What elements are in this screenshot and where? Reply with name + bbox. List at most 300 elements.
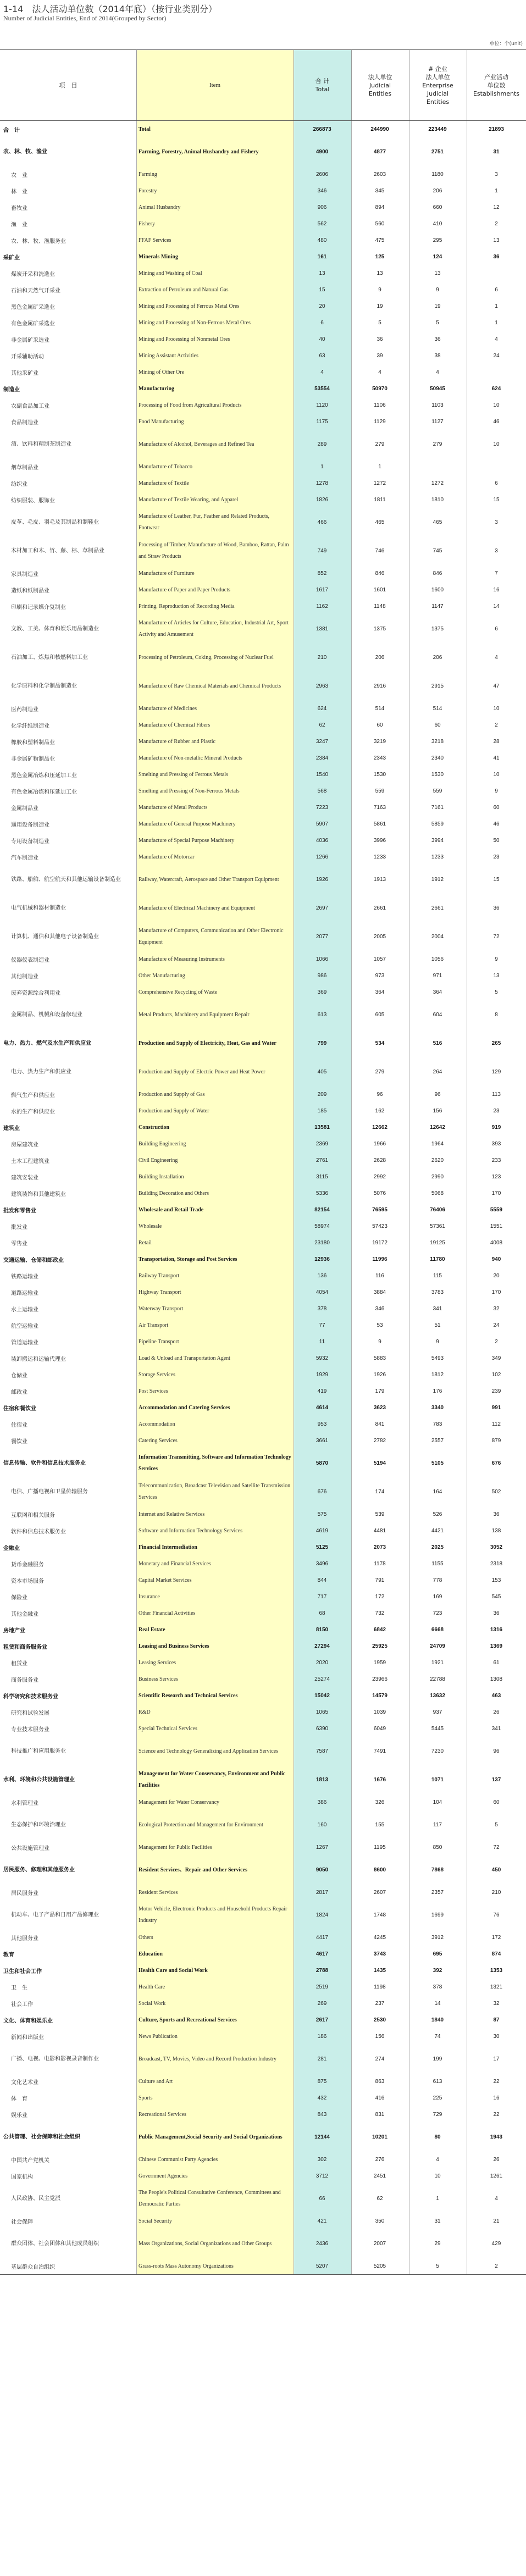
row-label-en: Civil Engineering <box>139 1157 178 1164</box>
row-label-zh: 国家机构 <box>11 2174 33 2180</box>
row-label-zh: 保险业 <box>11 1594 27 1601</box>
header-legal-text: 法人单位 Judicial Entities <box>368 73 392 97</box>
row-label-zh: 橡胶和塑料制品业 <box>11 739 55 746</box>
subsector-row <box>0 1839 526 1855</box>
total-value: 421 <box>317 2218 327 2224</box>
row-label-zh: 酒、饮料和精制茶制造业 <box>11 441 71 447</box>
row-label-zh: 租赁和商务服务业 <box>3 1644 47 1650</box>
legal-entities-value: 206 <box>375 654 385 661</box>
row-label-zh: 水的生产和供应业 <box>11 1109 55 1115</box>
legal-entities-value: 8600 <box>373 1866 386 1873</box>
enterprise-entities-value: 169 <box>433 1593 442 1600</box>
total-value: 4417 <box>315 1934 329 1941</box>
legal-entities-value: 863 <box>375 2078 385 2085</box>
header-enterprise-entities <box>409 50 467 120</box>
total-value: 2761 <box>315 1157 329 1164</box>
row-label-zh: 农、林、牧、渔业 <box>3 148 47 155</box>
establishments-value: 170 <box>491 1190 501 1196</box>
establishments-value: 4008 <box>490 1239 503 1246</box>
subsector-row <box>0 2151 526 2168</box>
row-label-en: Processing of Food from Agricultural Products <box>139 402 242 408</box>
row-label-zh: 有色金属矿采选业 <box>11 320 55 327</box>
subsector-row <box>0 2184 526 2213</box>
legal-entities-value: 237 <box>375 2000 385 2007</box>
total-value: 717 <box>317 1593 327 1600</box>
subsector-row <box>0 166 526 182</box>
subsector-row <box>0 2106 526 2123</box>
sector-row <box>0 248 526 265</box>
legal-entities-value: 4877 <box>373 148 386 155</box>
row-label-en: Load & Unload and Transportation Agent <box>139 1355 230 1361</box>
establishments-value: 137 <box>491 1776 501 1783</box>
legal-entities-value: 11996 <box>372 1256 387 1262</box>
subsector-row <box>0 799 526 816</box>
establishments-value: 1316 <box>490 1626 503 1633</box>
enterprise-entities-value: 96 <box>434 1091 441 1098</box>
subsector-row <box>0 1605 526 1621</box>
row-label-zh: 居民服务、修理和其他服务业 <box>3 1866 75 1873</box>
enterprise-entities-value: 5445 <box>431 1725 444 1732</box>
row-label-zh: 文化艺术业 <box>11 2079 38 2086</box>
row-label-en: Health Care and Social Work <box>139 1967 208 1974</box>
row-label-zh: 家具制造业 <box>11 571 38 578</box>
total-value: 40 <box>319 336 325 342</box>
row-label-en: Mining Assistant Activities <box>139 352 198 359</box>
enterprise-entities-value: 378 <box>433 1984 442 1990</box>
row-label-zh: 科学研究和技术服务业 <box>3 1693 58 1700</box>
total-value: 269 <box>317 2000 327 2007</box>
legal-entities-value: 76595 <box>372 1206 387 1213</box>
total-value: 6390 <box>315 1725 329 1732</box>
row-label-zh: 建筑装饰和其他建筑业 <box>11 1191 66 1198</box>
legal-entities-value: 1039 <box>373 1709 386 1715</box>
subsector-row <box>0 951 526 967</box>
enterprise-entities-value: 2751 <box>431 148 444 155</box>
legal-entities-value: 1178 <box>374 1560 386 1567</box>
legal-entities-value: 2343 <box>373 755 386 761</box>
legal-entities-value: 7491 <box>373 1748 386 1754</box>
row-label-en: FFAF Services <box>139 237 171 243</box>
row-label-en: Manufacture of Textile Wearing, and Apparel <box>139 496 239 503</box>
legal-entities-value: 1106 <box>374 402 386 408</box>
enterprise-entities-value: 341 <box>433 1305 442 1312</box>
total-value: 289 <box>317 441 327 447</box>
enterprise-entities-value: 604 <box>433 1011 442 1018</box>
row-label-en: Manufacture of Leather, Fur, Feather and Related Products, Footwear <box>139 513 270 531</box>
unit-note: 单位：个(unit) <box>489 41 523 47</box>
row-label-zh: 群众团体、社会团体和其他成员组织 <box>11 2240 99 2247</box>
legal-entities-value: 4481 <box>373 1527 386 1534</box>
total-value: 12144 <box>314 2134 330 2140</box>
establishments-value: 1 <box>495 303 498 309</box>
row-label-en: Mining and Washing of Coal <box>139 270 202 276</box>
enterprise-entities-value: 124 <box>433 253 442 260</box>
total-value: 13 <box>319 270 325 276</box>
legal-entities-value: 2607 <box>373 1889 386 1896</box>
row-label-zh: 农、林、牧、渔服务业 <box>11 238 66 245</box>
legal-entities-value: 559 <box>375 788 385 794</box>
enterprise-entities-value: 164 <box>433 1488 442 1495</box>
row-label-zh: 广播、电视、电影和影视录音制作业 <box>11 2056 99 2062</box>
enterprise-entities-value: 613 <box>433 2078 442 2085</box>
subsector-row <box>0 1506 526 1522</box>
total-value: 58974 <box>314 1223 330 1229</box>
row-label-zh: 黑色金属冶炼和压延加工业 <box>11 772 77 779</box>
subsector-row <box>0 215 526 232</box>
establishments-value: 14 <box>493 603 500 610</box>
row-label-en: Manufacture of Measuring Instruments <box>139 956 225 962</box>
row-label-en: Manufacture of Paper and Paper Products <box>139 586 230 593</box>
total-value: 161 <box>317 253 327 260</box>
establishments-value: 47 <box>493 683 500 689</box>
total-value: 2617 <box>315 2017 329 2023</box>
legal-entities-value: 279 <box>375 441 385 447</box>
enterprise-entities-value: 225 <box>433 2095 442 2101</box>
legal-entities-value: 605 <box>375 1011 385 1018</box>
row-label-en: Total <box>139 126 151 132</box>
establishments-value: 4 <box>495 336 498 342</box>
total-value: 2697 <box>315 905 329 911</box>
enterprise-entities-value: 9 <box>436 286 439 293</box>
row-label-zh: 开采辅助活动 <box>11 353 44 360</box>
row-label-zh: 信息传输、软件和信息技术服务业 <box>3 1460 86 1466</box>
enterprise-entities-value: 660 <box>433 204 442 210</box>
row-label-en: Mass Organizations, Social Organizations and Other Groups <box>139 2240 272 2247</box>
enterprise-entities-value: 364 <box>433 989 442 995</box>
legal-entities-value: 3996 <box>373 837 386 844</box>
row-label-en: Management for Water Conservancy, Environment and Public Facilities <box>139 1771 286 1788</box>
row-label-en: Building Installation <box>139 1173 184 1180</box>
total-value: 3115 <box>316 1173 328 1180</box>
enterprise-entities-value: 10 <box>434 2173 441 2179</box>
row-label-zh: 娱乐业 <box>11 2112 27 2119</box>
enterprise-entities-value: 12642 <box>430 1124 445 1131</box>
establishments-value: 1321 <box>490 1984 503 1990</box>
legal-entities-value: 2005 <box>373 933 386 940</box>
legal-entities-value: 155 <box>375 1821 385 1828</box>
total-value: 15 <box>319 286 325 293</box>
subsector-row <box>0 643 526 672</box>
subsector-row <box>0 1555 526 1572</box>
subsector-row <box>0 717 526 733</box>
row-label-en: Mining and Processing of Ferrous Metal Ores <box>139 303 240 309</box>
row-label-zh: 林 业 <box>11 189 27 195</box>
establishments-value: 210 <box>491 1889 501 1896</box>
enterprise-entities-value: 2915 <box>431 683 444 689</box>
row-label-zh: 土木工程建筑业 <box>11 1158 49 1165</box>
total-value: 15042 <box>314 1692 330 1699</box>
row-label-zh: 食品制造业 <box>11 419 38 426</box>
subsector-row <box>0 1794 526 1810</box>
establishments-value: 15 <box>493 876 500 883</box>
legal-entities-value: 1530 <box>373 771 386 778</box>
subsector-row <box>0 458 526 475</box>
row-label-en: Special Technical Services <box>139 1725 197 1732</box>
enterprise-entities-value: 9 <box>436 1338 439 1345</box>
legal-entities-value: 3884 <box>373 1289 386 1295</box>
total-value: 5932 <box>315 1355 329 1361</box>
total-value: 20 <box>319 303 325 309</box>
total-value: 2020 <box>315 1659 329 1666</box>
sector-row <box>0 1399 526 1416</box>
sector-row <box>0 1029 526 1057</box>
subsector-row <box>0 1704 526 1720</box>
legal-entities-value: 1959 <box>373 1659 386 1666</box>
subsector-row <box>0 1737 526 1765</box>
row-label-zh: 教育 <box>3 1952 14 1958</box>
enterprise-entities-value: 1180 <box>431 171 444 178</box>
row-label-en: Printing, Reproduction of Recording Media <box>139 603 235 610</box>
enterprise-entities-value: 937 <box>433 1709 442 1715</box>
legal-entities-value: 3219 <box>373 738 386 745</box>
legal-entities-value: 5205 <box>373 2263 386 2269</box>
row-label-en: Accommodation and Catering Services <box>139 1404 230 1411</box>
legal-entities-value: 475 <box>375 237 385 243</box>
establishments-value: 1943 <box>490 2134 503 2140</box>
subsector-row <box>0 1522 526 1539</box>
table-title-en: Number of Judicial Entities, End of 2014(Grouped by Sector) <box>3 14 167 22</box>
header-legal-entities <box>351 50 409 120</box>
row-label-zh: 煤炭开采和洗选业 <box>11 271 55 278</box>
legal-entities-value: 13 <box>376 270 383 276</box>
row-label-zh: 皮革、毛皮、羽毛及其制品和制鞋业 <box>11 519 99 525</box>
enterprise-entities-value: 51 <box>434 1322 441 1328</box>
subsector-row <box>0 2028 526 2045</box>
establishments-value: 10 <box>493 771 500 778</box>
legal-entities-value: 1926 <box>373 1371 386 1378</box>
total-value: 2606 <box>315 171 329 178</box>
enterprise-entities-value: 971 <box>433 972 442 979</box>
establishments-value: 676 <box>491 1460 501 1466</box>
subsector-row <box>0 508 526 536</box>
establishments-value: 113 <box>492 1091 501 1098</box>
subsector-row <box>0 491 526 508</box>
enterprise-entities-value: 1103 <box>431 402 444 408</box>
legal-entities-value: 2073 <box>373 1544 386 1550</box>
legal-entities-value: 1811 <box>374 496 386 503</box>
enterprise-entities-value: 3783 <box>431 1289 444 1295</box>
row-label-en: Manufacture of Alcohol, Beverages and Refined Tea <box>139 441 254 447</box>
legal-entities-value: 1913 <box>373 876 386 883</box>
sector-row <box>0 2012 526 2028</box>
establishments-value: 1551 <box>490 1223 503 1229</box>
total-value: 4 <box>320 369 324 375</box>
enterprise-entities-value: 4421 <box>431 1527 444 1534</box>
total-value: 5907 <box>315 821 329 827</box>
row-label-zh: 水上运输业 <box>11 1306 38 1313</box>
row-label-en: Science and Technology Generalizing and Application Services <box>139 1748 279 1754</box>
row-label-zh: 电力、热力生产和供应业 <box>11 1068 71 1075</box>
subsector-row <box>0 2258 526 2274</box>
legal-entities-value: 5861 <box>373 821 386 827</box>
row-label-en: Mining and Processing of Non-Ferrous Metal Ores <box>139 319 251 326</box>
establishments-value: 138 <box>491 1527 501 1534</box>
establishments-value: 36 <box>493 1610 500 1616</box>
establishments-value <box>469 458 524 475</box>
row-label-en: Storage Services <box>139 1371 175 1378</box>
row-label-en: Management for Water Conservancy <box>139 1799 220 1805</box>
total-value: 6 <box>320 319 324 326</box>
enterprise-entities-value: 465 <box>433 519 442 525</box>
establishments-value: 96 <box>493 1748 500 1754</box>
row-label-en: Leasing Services <box>139 1659 176 1666</box>
establishments-value: 463 <box>491 1692 501 1699</box>
row-label-en: Forestry <box>139 187 157 194</box>
establishments-value: 9 <box>495 956 498 962</box>
total-value: 1266 <box>315 854 329 860</box>
enterprise-entities-value: 206 <box>433 187 442 194</box>
subsector-row <box>0 281 526 298</box>
total-value: 749 <box>317 547 327 554</box>
legal-entities-value: 57423 <box>372 1223 387 1229</box>
establishments-value: 991 <box>491 1404 501 1411</box>
establishments-value: 2 <box>495 722 498 728</box>
enterprise-entities-value: 1964 <box>431 1140 444 1147</box>
total-value: 568 <box>317 788 327 794</box>
subsector-row <box>0 1671 526 1687</box>
establishments-value: 50 <box>493 837 500 844</box>
legal-entities-value: 2661 <box>373 905 386 911</box>
row-label-zh: 商务服务业 <box>11 1677 38 1683</box>
row-label-en: R&D <box>139 1709 151 1715</box>
row-label-en: Manufacture of Textile <box>139 480 189 486</box>
row-label-en: Production and Supply of Gas <box>139 1091 205 1098</box>
establishments-value: 72 <box>493 1844 500 1851</box>
establishments-value: 9 <box>495 788 498 794</box>
enterprise-entities-value: 846 <box>433 570 442 577</box>
total-value: 2519 <box>315 1984 329 1990</box>
total-value: 7587 <box>315 1748 329 1754</box>
row-label-zh: 石油和天然气开采业 <box>11 287 60 294</box>
enterprise-entities-value: 5 <box>436 2263 439 2269</box>
enterprise-entities-value: 1147 <box>431 603 444 610</box>
row-label-zh: 住宿和餐饮业 <box>3 1405 36 1412</box>
establishments-value: 349 <box>491 1355 501 1361</box>
sector-row <box>0 1119 526 1135</box>
legal-entities-value: 174 <box>375 1488 385 1495</box>
establishments-value: 46 <box>493 821 500 827</box>
legal-entities-value: 841 <box>375 1421 385 1427</box>
row-label-zh: 科技推广和应用服务业 <box>11 1748 66 1754</box>
legal-entities-value: 96 <box>376 1091 383 1098</box>
row-label-zh: 餐饮业 <box>11 1438 27 1445</box>
total-value: 466 <box>317 519 327 525</box>
enterprise-entities-value: 76406 <box>430 1206 445 1213</box>
row-label-en: Construction <box>139 1124 170 1131</box>
row-label-en: Manufacture of Articles for Culture, Education, Industrial Art, Sport Activity and Amusement <box>139 620 289 638</box>
legal-entities-value: 12662 <box>372 1124 387 1131</box>
header-item-zh-text: 项 目 <box>59 81 77 89</box>
enterprise-entities-value: 14 <box>434 2000 441 2007</box>
row-label-en: Mining of Other Ore <box>139 369 185 375</box>
total-value: 3712 <box>315 2173 329 2179</box>
legal-entities-value: 19172 <box>372 1239 387 1246</box>
subsector-row <box>0 967 526 984</box>
row-label-en: Manufacture of Chemical Fibers <box>139 722 211 728</box>
row-label-en: Insurance <box>139 1593 160 1600</box>
row-label-zh: 批发和零售业 <box>3 1207 36 1214</box>
legal-entities-value: 1233 <box>373 854 386 860</box>
establishments-value: 5 <box>495 1821 498 1828</box>
row-label-zh: 软件和信息技术服务业 <box>11 1528 66 1535</box>
subsector-row <box>0 1884 526 1901</box>
establishments-value: 393 <box>491 1140 501 1147</box>
header-total-text: 合 计 Total <box>315 77 330 93</box>
establishments-value: 61 <box>493 1659 500 1666</box>
row-label-en: Farming, Forestry, Animal Husbandry and Fishery <box>139 148 259 155</box>
row-label-zh: 机动车、电子产品和日用产品修理业 <box>11 1912 99 1918</box>
row-label-zh: 专业技术服务业 <box>11 1726 49 1733</box>
enterprise-entities-value: 526 <box>433 1511 442 1517</box>
row-label-en: Culture and Art <box>139 2078 173 2085</box>
row-label-zh: 其他金融业 <box>11 1611 38 1617</box>
enterprise-entities-value: 778 <box>433 1577 442 1583</box>
establishments-value: 36 <box>493 905 500 911</box>
row-label-en: Metal Products, Machinery and Equipment Repair <box>139 1011 250 1018</box>
sector-row <box>0 1539 526 1555</box>
establishments-value: 36 <box>493 1511 500 1517</box>
legal-entities-value: 36 <box>376 336 383 342</box>
row-label-en: Production and Supply of Electricity, Heat, Gas and Water <box>139 1040 276 1046</box>
establishments-value: 4 <box>495 2195 498 2202</box>
subsector-row <box>0 1654 526 1671</box>
enterprise-entities-value: 5105 <box>431 1460 444 1466</box>
enterprise-entities-value: 2025 <box>431 1544 444 1550</box>
enterprise-entities-value: 1375 <box>431 625 444 632</box>
establishments-value: 2 <box>495 1338 498 1345</box>
row-label-zh: 文化、体育和娱乐业 <box>3 2018 53 2024</box>
total-value: 186 <box>317 2033 327 2040</box>
subsector-row <box>0 783 526 799</box>
table-title-zh: 1-14 法人活动单位数（2014年底）（按行业类别分） <box>3 4 218 14</box>
total-value: 405 <box>317 1068 327 1075</box>
row-label-en: Manufacture of Medicines <box>139 705 197 712</box>
subsector-row <box>0 364 526 380</box>
total-value: 676 <box>317 1488 327 1495</box>
legal-entities-value: 39 <box>376 352 383 359</box>
establishments-value: 170 <box>491 1289 501 1295</box>
row-label-en: Building Engineering <box>139 1140 186 1147</box>
subsector-row <box>0 1720 526 1737</box>
legal-entities-value: 9 <box>378 286 381 293</box>
legal-entities-value: 973 <box>375 972 385 979</box>
row-label-en: Manufacturing <box>139 385 174 392</box>
enterprise-entities-value: 5 <box>436 319 439 326</box>
subsector-row <box>0 766 526 783</box>
total-value: 77 <box>319 1322 325 1328</box>
enterprise-entities-value: 2557 <box>431 1437 444 1444</box>
total-value: 12936 <box>314 1256 330 1262</box>
legal-entities-value: 1676 <box>373 1776 386 1783</box>
total-value: 1813 <box>315 1776 329 1783</box>
total-value: 2963 <box>315 683 329 689</box>
row-label-zh: 有色金属冶炼和压延加工业 <box>11 789 77 795</box>
establishments-value: 87 <box>493 2017 500 2023</box>
row-label-en: Transportation, Storage and Post Services <box>139 1256 237 1262</box>
enterprise-entities-value: 2620 <box>431 1157 444 1164</box>
enterprise-entities-value: 1810 <box>431 496 444 503</box>
sector-row <box>0 1449 526 1477</box>
legal-entities-value: 746 <box>375 547 385 554</box>
subsector-row <box>0 733 526 750</box>
row-label-zh: 居民服务业 <box>11 1890 38 1897</box>
subsector-row <box>0 2073 526 2090</box>
subsector-row <box>0 614 526 643</box>
establishments-value: 24 <box>493 352 500 359</box>
establishments-value: 341 <box>491 1725 501 1732</box>
establishments-value: 7 <box>495 570 498 577</box>
enterprise-entities-value: 1530 <box>431 771 444 778</box>
